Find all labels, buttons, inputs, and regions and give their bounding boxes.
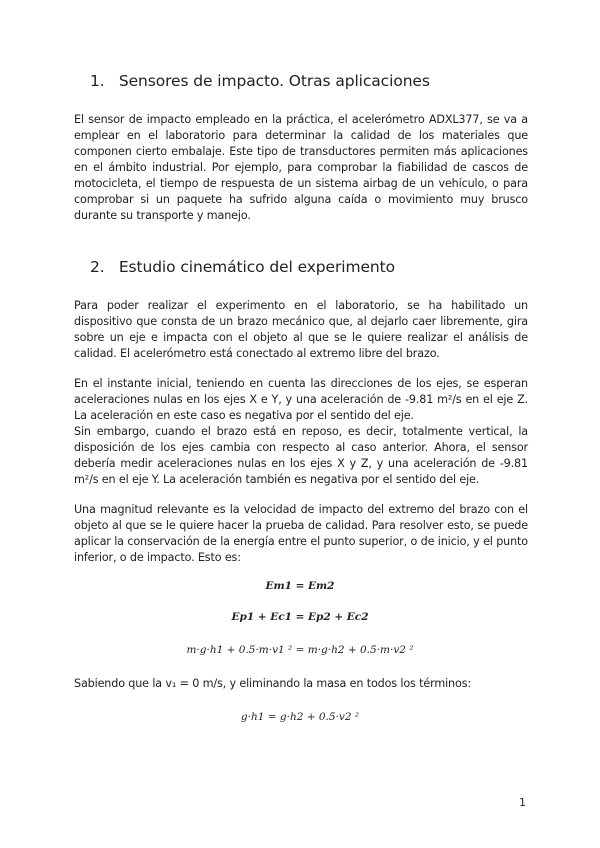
section-2-text-1: Para poder realizar el experimento en el laboratorio, se ha habilitado un dispositivo que consta de un brazo mecánico que, al dejarlo caer libremente, gira sobre un eje e impacta con el objeto al que se le quiere realizar el análisis de calidad. El acelerómetro está conectado al extremo libre del brazo. (74, 299, 528, 360)
section-2-heading (90, 258, 395, 276)
section-1-heading (90, 72, 430, 90)
section-2-paragraph-3 (74, 502, 528, 566)
section-2-paragraph-2 (74, 376, 528, 488)
section-2-paragraph-1 (74, 298, 528, 362)
section-1-title: Sensores de impacto. Otras aplicaciones (118, 72, 430, 90)
equation-energy-expanded: m·g·h1 + 0.5·m·v1 ² = m·g·h2 + 0.5·m·v2 ² (186, 644, 414, 656)
equation-energy-terms: Ep1 + Ec1 = Ep2 + Ec2 (231, 611, 369, 623)
section-2-text-4: Sabiendo que la v₁ = 0 m/s, y eliminando la masa en todos los términos: (74, 677, 471, 690)
section-2-title: Estudio cinemático del experimento (118, 258, 395, 276)
section-2-paragraph-4 (74, 676, 528, 692)
page-number: 1 (519, 796, 526, 809)
equation-simplified: g·h1 = g·h2 + 0.5·v2 ² (240, 711, 360, 723)
section-1-text: El sensor de impacto empleado en la práctica, el acelerómetro ADXL377, se va a emplear en el laboratorio para determinar la calidad de los materiales que componen cierto embalaje. Este tipo de transductores permiten más aplicaciones en el ámbito industrial. Por ejemplo, para comprobar la fiabilidad de cascos de motocicleta, el tiempo de respuesta de un sistema airbag de un vehículo, o para comprobar si un paquete ha sufrido alguna caída o movimiento muy brusco durante su transporte y manejo. (74, 113, 528, 222)
section-1-paragraph (74, 112, 528, 224)
equation-energy-conservation: Em1 = Em2 (265, 580, 335, 592)
section-1-number: 1. (90, 72, 105, 90)
section-2-text-3: Una magnitud relevante es la velocidad de impacto del extremo del brazo con el objeto al que se le quiere hacer la prueba de calidad. Para resolver esto, se puede aplicar la conservación de la energía entre el punto superior, o de inicio, y el punto inferior, o de impacto. Esto es: (74, 503, 528, 564)
section-2-text-2b: Sin embargo, cuando el brazo está en reposo, es decir, totalmente vertical, la disposición de los ejes cambia con respecto al caso anterior. Ahora, el sensor debería medir aceleraciones nulas en los ejes X y Z, y una aceleración de -9.81 m²/s en el eje Y. La aceleración también es negativa por el sentido del eje. (74, 425, 528, 486)
section-2-number: 2. (90, 258, 105, 276)
section-2-text-2a: En el instante inicial, teniendo en cuenta las direcciones de los ejes, se esperan aceleraciones nulas en los ejes X e Y, y una aceleración de -9.81 m²/s en el eje Z. La aceleración en este caso es negativa por el sentido del eje. (74, 377, 528, 422)
